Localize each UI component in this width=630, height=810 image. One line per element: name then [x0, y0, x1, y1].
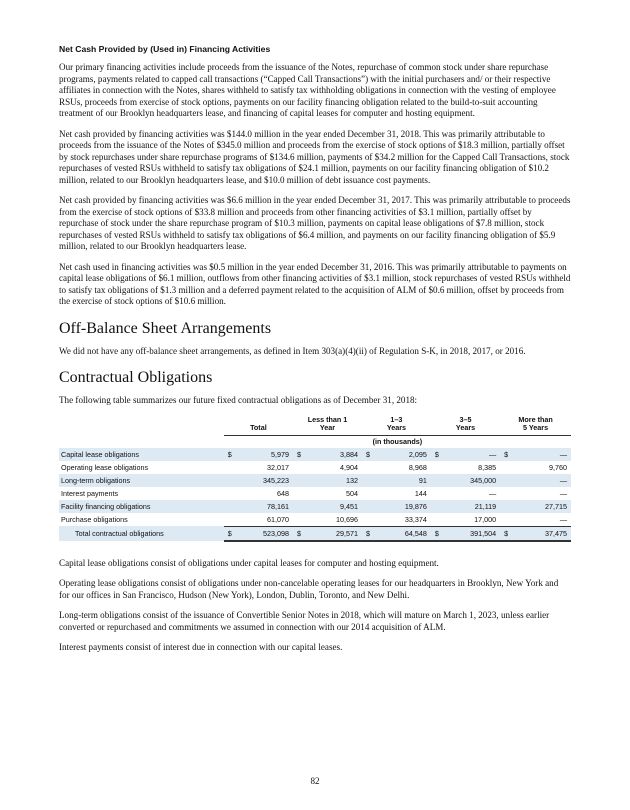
table-cell-value: 4,904: [339, 462, 358, 472]
table-cell-value: 61,070: [267, 514, 290, 524]
currency-symbol: $: [224, 526, 238, 541]
operating-lease-note: Operating lease obligations consist of obligations under non-cancelable operating leases for our headquarters in Brooklyn, New York and for our offices in San Francisco, Hudson (New York), London, Dublin, Toronto, and New Delhi.: [59, 578, 559, 600]
currency-symbol: [224, 500, 238, 513]
col-header-total: Total: [224, 416, 293, 436]
col-header-more-than-5-years: More than 5 Years: [500, 416, 571, 436]
currency-symbol: [431, 487, 445, 500]
col-header-1-3-years: 1–3 Years: [362, 416, 431, 436]
table-cell-value: 19,876: [375, 500, 430, 513]
table-row: [59, 500, 571, 513]
table-cell-value: 345,223: [237, 474, 293, 487]
currency-symbol: [431, 461, 445, 474]
table-cell-value: 78,161: [237, 500, 293, 513]
table-cell-value: 32,017: [267, 462, 290, 472]
table-cell-value: 10,696: [335, 514, 358, 524]
row-label: Interest payments: [61, 488, 119, 498]
table-cell-value: 3,884: [307, 448, 362, 461]
currency-symbol: [362, 513, 376, 527]
currency-symbol: $: [362, 448, 376, 461]
currency-symbol: [500, 500, 514, 513]
table-cell-value: 17,000: [474, 514, 497, 524]
table-cell-value: 9,760: [549, 462, 567, 472]
table-cell-value: 648: [277, 488, 290, 498]
currency-symbol: [293, 513, 307, 527]
table-cell-value: 504: [345, 488, 358, 498]
table-cell-value: 345,000: [444, 474, 500, 487]
capital-lease-note: Capital lease obligations consist of obligations under capital leases for computer and hosting equipment.: [59, 557, 439, 568]
currency-symbol: $: [431, 526, 445, 541]
table-cell-value: —: [514, 448, 571, 461]
contractual-intro: The following table summarizes our future fixed contractual obligations as of December 31, 2018:: [59, 395, 418, 405]
table-cell-value: 91: [375, 474, 430, 487]
table-cell-value: 27,715: [514, 500, 571, 513]
table-cell-value: —: [514, 474, 571, 487]
currency-symbol: [500, 513, 514, 527]
currency-symbol: $: [500, 526, 514, 541]
financing-paragraph-1: Our primary financing activities include proceeds from the issuance of the Notes, repurchase of common stock under share repurchase programs, payments related to capped call transactions (“Capped Call Transactions”) with the initial purchasers and/ or their respective affiliates in connection with the Notes, shares withheld to satisfy tax withholding obligations in connection with the vesting of employee RSUs, proceeds from exercise of stock options, payments on our facility financing obligation related to the build-to-suit accounting treatment of our Brooklyn headquarters lease, and financing of capital leases for computer and hosting equipment.: [59, 62, 556, 118]
row-label: Total contractual obligations: [59, 526, 224, 541]
currency-symbol: $: [362, 526, 376, 541]
currency-symbol: [500, 487, 514, 500]
table-cell-value: 144: [414, 488, 427, 498]
currency-symbol: [500, 474, 514, 487]
col-header-3-5-years: 3–5 Years: [431, 416, 500, 436]
interest-payments-note: Interest payments consist of interest due in connection with our capital leases.: [59, 642, 343, 652]
table-row: [59, 526, 571, 541]
off-balance-heading: Off-Balance Sheet Arrangements: [59, 319, 272, 337]
currency-symbol: [293, 487, 307, 500]
financing-paragraph-2018: Net cash provided by financing activities was $144.0 million in the year ended December 31, 2018. This was primarily attributable to proceeds from the issuance of the Notes of $345.0 million and proceeds from the exercise of stock options of $18.3 million, partially offset by stock repurchases under share repurchase programs of $134.6 million, payments of $34.2 million for the Capped Call Transactions, stock repurchases of vested RSUs withheld to satisfy tax obligations of $24.1 million, payments on our facility financing obligation of $10.2 million, related to our Brooklyn headquarters lease, and $10.0 million of debt issuance cost payments.: [59, 128, 570, 185]
table-cell-value: 391,504: [444, 526, 500, 541]
currency-symbol: [293, 474, 307, 487]
table-row: [59, 448, 571, 461]
long-term-obligations-note: Long-term obligations consist of the issuance of Convertible Senior Notes in 2018, which will mature on March 1, 2023, unless earlier converted or repurchased and commitments we assumed in connection with our 2014 acquisition of ALM.: [59, 610, 550, 632]
financing-paragraph-2017: Net cash provided by financing activities was $6.6 million in the year ended December 31, 2017. This was primarily attributable to proceeds from the exercise of stock options of $33.8 million and proceeds from other financing activities of $3.1 million, partially offset by repurchase of stock under the share repurchase program of $10.3 million, payments on capital lease obligations of $7.8 million, stock repurchases of vested RSUs withheld to satisfy tax obligations of $6.4 million, and payments on our facility financing obligation of $5.9 million, related to our Brooklyn headquarters lease.: [59, 195, 571, 251]
table-row: [59, 474, 571, 487]
table-cell-value: —: [488, 488, 497, 498]
table-cell-value: 8,385: [478, 462, 497, 472]
table-row: [59, 461, 571, 474]
table-row: [59, 487, 571, 500]
currency-symbol: [431, 474, 445, 487]
table-row: [59, 513, 571, 527]
table-cell-value: 21,119: [444, 500, 500, 513]
currency-symbol: $: [431, 448, 445, 461]
table-cell-value: 8,968: [408, 462, 427, 472]
off-balance-paragraph: We did not have any off-balance sheet arrangements, as defined in Item 303(a)(4)(ii) of Regulation S-K, in 2018, 2017, or 2016.: [59, 345, 526, 356]
table-cell-value: 523,098: [237, 526, 293, 541]
table-cell-value: 9,451: [307, 500, 362, 513]
contractual-obligations-heading: Contractual Obligations: [59, 369, 213, 386]
currency-symbol: [362, 500, 376, 513]
document-page: [59, 44, 571, 663]
units-row: [59, 435, 571, 448]
currency-symbol: [362, 487, 376, 500]
currency-symbol: [431, 500, 445, 513]
table-header-row: [59, 416, 571, 436]
table-cell-value: —: [559, 514, 567, 524]
currency-symbol: $: [293, 526, 307, 541]
row-label: Long-term obligations: [59, 474, 224, 487]
financing-activities-heading: Net Cash Provided by (Used in) Financing Activities: [59, 44, 271, 54]
table-cell-value: —: [444, 448, 500, 461]
currency-symbol: [293, 500, 307, 513]
row-label: Purchase obligations: [61, 514, 128, 524]
currency-symbol: $: [293, 448, 307, 461]
row-label: Facility financing obligations: [59, 500, 224, 513]
row-label: Operating lease obligations: [61, 462, 149, 472]
table-cell-value: 29,571: [307, 526, 362, 541]
table-cell-value: 5,979: [237, 448, 293, 461]
table-header-blank: [59, 416, 224, 436]
currency-symbol: [224, 487, 238, 500]
table-cell-value: 33,374: [404, 514, 427, 524]
currency-symbol: [224, 513, 238, 527]
currency-symbol: [431, 513, 445, 527]
page-number: 82: [310, 776, 320, 786]
table-cell-value: 64,548: [375, 526, 430, 541]
currency-symbol: [293, 461, 307, 474]
currency-symbol: $: [224, 448, 238, 461]
currency-symbol: $: [500, 448, 514, 461]
currency-symbol: [224, 474, 238, 487]
units-label: (in thousands): [372, 437, 423, 446]
table-cell-value: 37,475: [514, 526, 571, 541]
table-cell-value: 132: [307, 474, 362, 487]
row-label: Capital lease obligations: [59, 448, 224, 461]
table-cell-value: 2,095: [375, 448, 430, 461]
currency-symbol: [362, 474, 376, 487]
currency-symbol: [224, 461, 238, 474]
currency-symbol: [362, 461, 376, 474]
contractual-obligations-table: [59, 416, 571, 542]
financing-paragraph-2016: Net cash used in financing activities was $0.5 million in the year ended December 31, 2016. This was primarily attributable to payments on capital lease obligations of $6.1 million, outflows from other financing activities of $3.1 million, stock repurchases of vested RSUs withheld to satisfy tax obligations of $1.3 million and a deferred payment related to the acquisition of ALM of $0.6 million, offset by proceeds from the exercise of stock options of $10.6 million.: [59, 261, 571, 306]
col-header-less-than-1-year: Less than 1 Year: [293, 416, 362, 436]
table-cell-value: —: [559, 488, 567, 498]
currency-symbol: [500, 461, 514, 474]
